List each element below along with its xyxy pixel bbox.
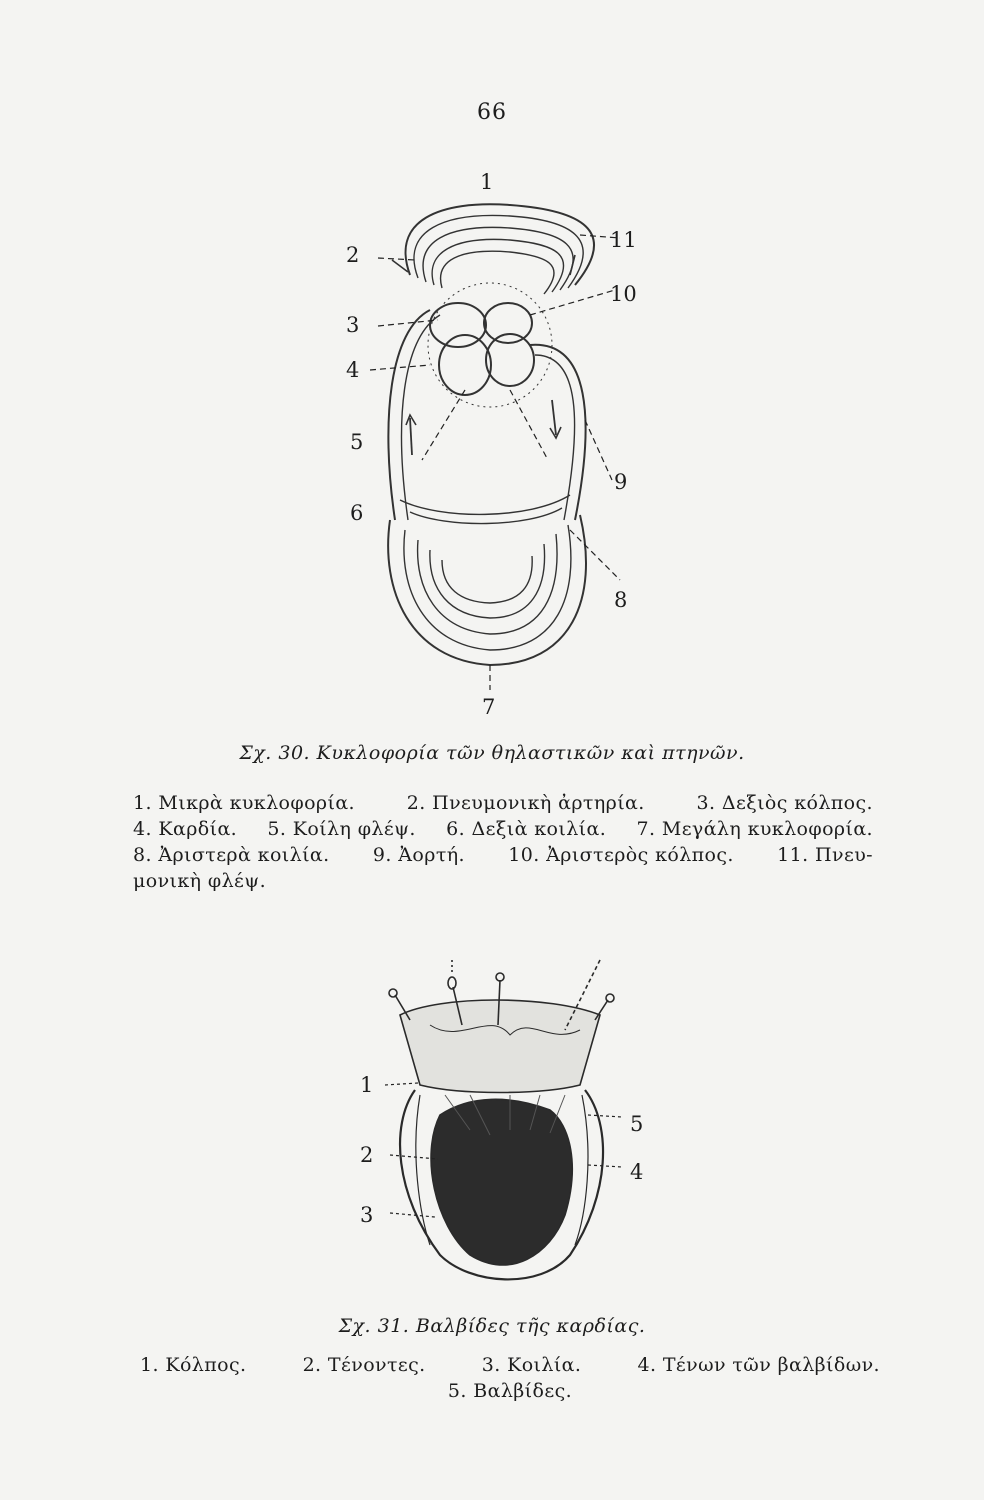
heart-valves-illustration xyxy=(350,955,650,1295)
legend-item: 9. Ἀορτή. xyxy=(372,844,465,866)
fig31-callout-2: 2 xyxy=(360,1143,374,1167)
fig31-callout-5: 5 xyxy=(630,1112,644,1136)
legend-row xyxy=(140,1352,880,1378)
legend-row xyxy=(133,868,873,894)
fig31-callout-3: 3 xyxy=(360,1203,374,1227)
fig30-callout-9: 9 xyxy=(614,470,628,494)
legend-item: 2. Τένοντες. xyxy=(302,1354,426,1376)
legend-item: 11. Πνευ- xyxy=(777,844,873,866)
fig30-callout-4: 4 xyxy=(346,358,360,382)
fig31-callout-4: 4 xyxy=(630,1160,644,1184)
figure31-legend xyxy=(140,1352,880,1404)
fig30-callout-3: 3 xyxy=(346,313,360,337)
legend-item: 3. Δεξιὸς κόλπος. xyxy=(696,792,873,814)
fig30-callout-1: 1 xyxy=(480,170,494,194)
legend-item: 2. Πνευμονικὴ ἀρτηρία. xyxy=(406,792,645,814)
figure31-caption: Σχ. 31. Βαλβίδες τῆς καρδίας. xyxy=(338,1315,646,1337)
fig30-callout-11: 11 xyxy=(610,228,637,252)
legend-item: 7. Μεγάλη κυκλοφορία. xyxy=(636,818,873,840)
fig30-callout-10: 10 xyxy=(610,282,637,306)
legend-item: 5. Βαλβίδες. xyxy=(447,1380,573,1402)
legend-item: 8. Ἀριστερὰ κοιλία. xyxy=(133,844,330,866)
legend-row xyxy=(133,842,873,868)
legend-item: 4. Καρδία. xyxy=(133,818,238,840)
legend-item: 1. Κόλπος. xyxy=(140,1354,247,1376)
legend-item: 3. Κοιλία. xyxy=(481,1354,582,1376)
legend-row xyxy=(133,790,873,816)
page-number: 66 xyxy=(477,100,507,125)
fig30-callout-5: 5 xyxy=(350,430,364,454)
fig30-callout-6: 6 xyxy=(350,501,364,525)
legend-row xyxy=(140,1378,880,1404)
figure30-legend xyxy=(133,790,873,894)
figure30-caption: Σχ. 30. Κυκλοφορία τῶν θηλαστικῶν καὶ πτηνῶν. xyxy=(239,742,745,764)
fig30-callout-2: 2 xyxy=(346,243,360,267)
legend-item: 4. Τένων τῶν βαλβίδων. xyxy=(637,1354,880,1376)
legend-item: μονικὴ φλέψ. xyxy=(133,870,267,892)
fig30-callout-7: 7 xyxy=(482,695,496,719)
legend-item: 5. Κοίλη φλέψ. xyxy=(267,818,416,840)
legend-item: 10. Ἀριστερὸς κόλπος. xyxy=(508,844,734,866)
fig30-callout-8: 8 xyxy=(614,588,628,612)
legend-row xyxy=(133,816,873,842)
legend-item: 1. Μικρὰ κυκλοφορία. xyxy=(133,792,356,814)
fig31-callout-1: 1 xyxy=(360,1073,374,1097)
legend-item: 6. Δεξιὰ κοιλία. xyxy=(446,818,607,840)
